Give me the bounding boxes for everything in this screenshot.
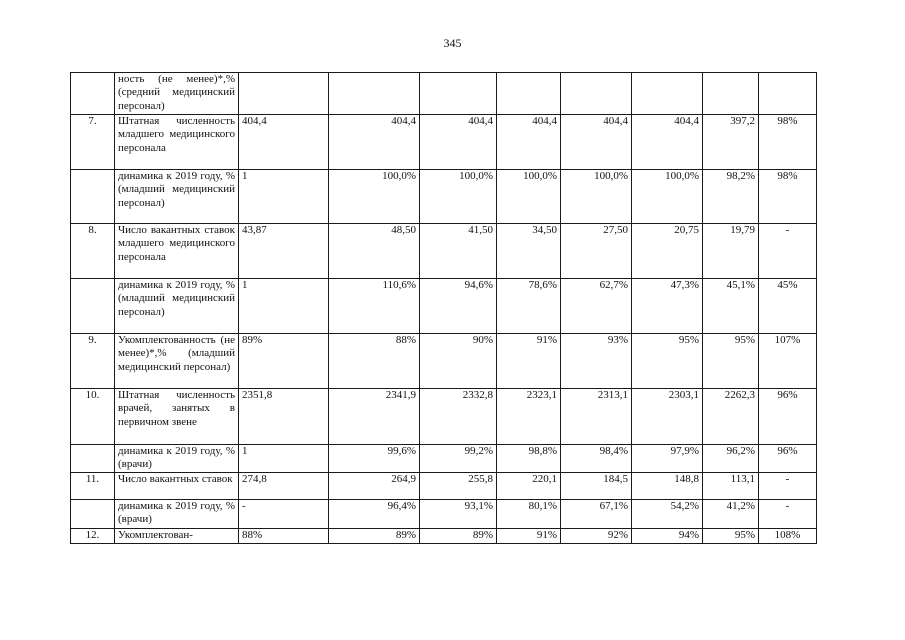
table-row	[71, 389, 817, 445]
year-value: 2323,1	[497, 389, 561, 445]
table-row	[71, 334, 817, 389]
year-value: 1	[239, 279, 329, 334]
table-row	[71, 279, 817, 334]
year-value: 98,8%	[497, 445, 561, 473]
completion-value: 96%	[759, 445, 817, 473]
year-value: 1	[239, 170, 329, 224]
year-value: 54,2%	[632, 500, 703, 529]
table-row	[71, 500, 817, 529]
year-value: 100,0%	[497, 170, 561, 224]
year-value: 93%	[561, 334, 632, 389]
table-row	[71, 73, 817, 115]
year-value	[239, 73, 329, 115]
indicator-name: Штатная численность младшего медицинского персонала	[115, 115, 239, 170]
row-number	[71, 500, 115, 529]
indicator-name: Штатная численность врачей, занятых в первичном звене	[115, 389, 239, 445]
year-value: 88%	[329, 334, 420, 389]
table-row	[71, 115, 817, 170]
year-value: 80,1%	[497, 500, 561, 529]
row-number	[71, 73, 115, 115]
completion-value: 45%	[759, 279, 817, 334]
year-value: 41,50	[420, 224, 497, 279]
page-number: 345	[443, 36, 462, 50]
row-number: 11.	[71, 473, 115, 500]
year-value	[329, 73, 420, 115]
year-value: 90%	[420, 334, 497, 389]
row-number: 10.	[71, 389, 115, 445]
year-value: 148,8	[632, 473, 703, 500]
year-value: 95%	[632, 334, 703, 389]
year-value: 91%	[497, 529, 561, 544]
year-value: 20,75	[632, 224, 703, 279]
year-value: 47,3%	[632, 279, 703, 334]
year-value: 89%	[329, 529, 420, 544]
year-value: 2262,3	[703, 389, 759, 445]
row-number	[71, 445, 115, 473]
year-value: -	[239, 500, 329, 529]
year-value: 67,1%	[561, 500, 632, 529]
year-value: 19,79	[703, 224, 759, 279]
indicator-name: динамика к 2019 году, % (врачи)	[115, 445, 239, 473]
year-value: 404,4	[632, 115, 703, 170]
year-value: 2313,1	[561, 389, 632, 445]
year-value: 397,2	[703, 115, 759, 170]
year-value	[703, 73, 759, 115]
indicator-name: динамика к 2019 году, % (младший медицинский персонал)	[115, 279, 239, 334]
table-body	[71, 73, 817, 544]
indicator-name: ность (не менее)*,% (средний медицинский персонал)	[115, 73, 239, 115]
year-value	[632, 73, 703, 115]
completion-value: 96%	[759, 389, 817, 445]
year-value: 43,87	[239, 224, 329, 279]
year-value	[420, 73, 497, 115]
year-value: 1	[239, 445, 329, 473]
indicator-name: Укомплектованность (не менее)*,% (младший медицинский персонал)	[115, 334, 239, 389]
year-value: 94,6%	[420, 279, 497, 334]
table-row	[71, 170, 817, 224]
year-value: 220,1	[497, 473, 561, 500]
table-row	[71, 224, 817, 279]
completion-value: -	[759, 224, 817, 279]
row-number	[71, 279, 115, 334]
year-value: 27,50	[561, 224, 632, 279]
year-value: 99,2%	[420, 445, 497, 473]
year-value: 98,2%	[703, 170, 759, 224]
year-value: 93,1%	[420, 500, 497, 529]
completion-value: 98%	[759, 115, 817, 170]
table-row	[71, 473, 817, 500]
year-value: 113,1	[703, 473, 759, 500]
row-number: 9.	[71, 334, 115, 389]
year-value: 96,2%	[703, 445, 759, 473]
year-value: 184,5	[561, 473, 632, 500]
year-value: 62,7%	[561, 279, 632, 334]
year-value: 100,0%	[420, 170, 497, 224]
year-value: 404,4	[561, 115, 632, 170]
year-value: 98,4%	[561, 445, 632, 473]
table-row	[71, 529, 817, 544]
row-number: 7.	[71, 115, 115, 170]
indicator-name: динамика к 2019 году, % (врачи)	[115, 500, 239, 529]
row-number	[71, 170, 115, 224]
year-value: 100,0%	[329, 170, 420, 224]
completion-value: -	[759, 500, 817, 529]
year-value: 95%	[703, 529, 759, 544]
year-value: 94%	[632, 529, 703, 544]
completion-value: 98%	[759, 170, 817, 224]
indicator-name: Число вакантных ставок	[115, 473, 239, 500]
year-value: 2332,8	[420, 389, 497, 445]
year-value: 2341,9	[329, 389, 420, 445]
year-value	[497, 73, 561, 115]
year-value: 100,0%	[632, 170, 703, 224]
year-value: 274,8	[239, 473, 329, 500]
year-value: 97,9%	[632, 445, 703, 473]
year-value: 41,2%	[703, 500, 759, 529]
year-value: 404,4	[329, 115, 420, 170]
row-number: 8.	[71, 224, 115, 279]
year-value: 100,0%	[561, 170, 632, 224]
year-value: 89%	[239, 334, 329, 389]
year-value: 110,6%	[329, 279, 420, 334]
year-value: 2303,1	[632, 389, 703, 445]
year-value: 404,4	[420, 115, 497, 170]
year-value: 78,6%	[497, 279, 561, 334]
year-value: 404,4	[239, 115, 329, 170]
year-value: 2351,8	[239, 389, 329, 445]
indicator-name: Укомплектован-	[115, 529, 239, 544]
year-value: 91%	[497, 334, 561, 389]
completion-value: -	[759, 473, 817, 500]
indicators-table	[70, 72, 817, 544]
year-value: 88%	[239, 529, 329, 544]
completion-value: 108%	[759, 529, 817, 544]
year-value: 45,1%	[703, 279, 759, 334]
row-number: 12.	[71, 529, 115, 544]
completion-value: 107%	[759, 334, 817, 389]
year-value	[561, 73, 632, 115]
indicator-name: Число вакантных ставок младшего медицинского персонала	[115, 224, 239, 279]
year-value: 96,4%	[329, 500, 420, 529]
completion-value	[759, 73, 817, 115]
indicator-name: динамика к 2019 году, % (младший медицинский персонал)	[115, 170, 239, 224]
year-value: 92%	[561, 529, 632, 544]
year-value: 255,8	[420, 473, 497, 500]
year-value: 34,50	[497, 224, 561, 279]
table-row	[71, 445, 817, 473]
year-value: 48,50	[329, 224, 420, 279]
year-value: 95%	[703, 334, 759, 389]
year-value: 89%	[420, 529, 497, 544]
year-value: 264,9	[329, 473, 420, 500]
year-value: 404,4	[497, 115, 561, 170]
year-value: 99,6%	[329, 445, 420, 473]
